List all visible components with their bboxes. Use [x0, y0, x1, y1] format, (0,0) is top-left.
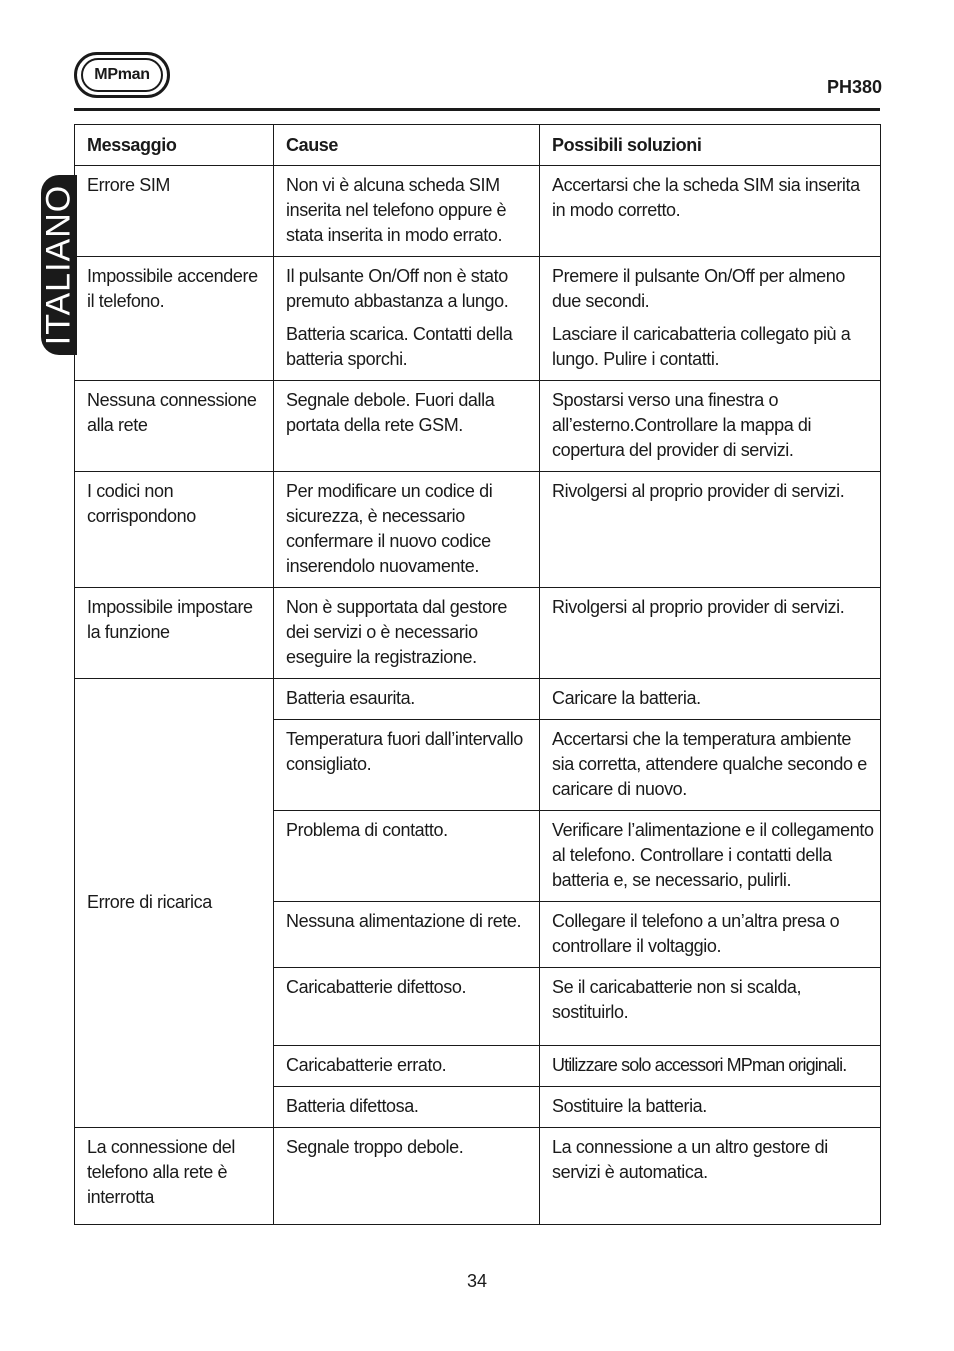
cause-cell: Batteria scarica. Contatti della batteria sporchi.: [274, 318, 540, 381]
solution-cell: Rivolgersi al proprio provider di servizi.: [540, 472, 881, 588]
message-cell: Errore di ricarica: [75, 679, 274, 1128]
table-row: [75, 381, 881, 472]
solution-cell: Collegare il telefono a un’altra presa o controllare il voltaggio.: [540, 902, 881, 968]
troubleshooting-table: [74, 124, 881, 1225]
cause-cell: Problema di contatto.: [274, 811, 540, 902]
solution-cell: Verificare l’alimentazione e il collegamento al telefono. Controllare i contatti della batteria e, se necessario, pulirli.: [540, 811, 881, 902]
solution-cell: Spostarsi verso una finestra o all’esterno.Controllare la mappa di copertura del provider di servizi.: [540, 381, 881, 472]
solution-cell: Accertarsi che la scheda SIM sia inserita in modo corretto.: [540, 166, 881, 257]
language-tab-label: ITALIANO: [39, 184, 78, 346]
table-row: [75, 166, 881, 257]
solution-cell: Premere il pulsante On/Off per almeno due secondi.: [540, 257, 881, 319]
message-cell: Impossibile impostare la funzione: [75, 588, 274, 679]
message-cell: La connessione del telefono alla rete è interrotta: [75, 1128, 274, 1225]
solution-cell: La connessione a un altro gestore di servizi è automatica.: [540, 1128, 881, 1225]
solution-cell: Utilizzare solo accessori MPman originali.: [540, 1046, 881, 1087]
cause-cell: Caricabatterie errato.: [274, 1046, 540, 1087]
solution-cell: Rivolgersi al proprio provider di servizi.: [540, 588, 881, 679]
cause-cell: Non vi è alcuna scheda SIM inserita nel telefono oppure è stata inserita in modo errato.: [274, 166, 540, 257]
header-divider: [74, 108, 880, 111]
solution-cell: Caricare la batteria.: [540, 679, 881, 720]
message-cell: Errore SIM: [75, 166, 274, 257]
table-header-row: [75, 125, 881, 166]
table-row: [75, 257, 881, 319]
solution-cell: Sostituire la batteria.: [540, 1087, 881, 1128]
table-row: [75, 679, 881, 720]
cause-cell: Nessuna alimentazione di rete.: [274, 902, 540, 968]
solution-cell: Lasciare il caricabatteria collegato più a lungo. Pulire i contatti.: [540, 318, 881, 381]
language-tab: [41, 175, 77, 355]
column-header-solution: Possibili soluzioni: [540, 125, 881, 166]
message-cell: Impossibile accendere il telefono.: [75, 257, 274, 381]
table-row: [75, 472, 881, 588]
solution-cell: Accertarsi che la temperatura ambiente sia corretta, attendere qualche secondo e caricare di nuovo.: [540, 720, 881, 811]
logo-inner-ring: [81, 58, 163, 92]
message-cell: I codici non corrispondono: [75, 472, 274, 588]
model-number: PH380: [826, 77, 882, 97]
cause-cell: Caricabatterie difettoso.: [274, 968, 540, 1046]
table-row: [75, 588, 881, 679]
mpman-logo: [74, 52, 170, 98]
table-row: [75, 1128, 881, 1225]
cause-cell: Segnale troppo debole.: [274, 1128, 540, 1225]
cause-cell: Batteria difettosa.: [274, 1087, 540, 1128]
column-header-message: Messaggio: [75, 125, 274, 166]
cause-cell: Il pulsante On/Off non è stato premuto abbastanza a lungo.: [274, 257, 540, 319]
cause-cell: Per modificare un codice di sicurezza, è necessario confermare il nuovo codice inserendolo nuovamente.: [274, 472, 540, 588]
logo-text: MPman: [94, 66, 150, 83]
message-cell: Nessuna connessione alla rete: [75, 381, 274, 472]
solution-cell: Se il caricabatterie non si scalda, sostituirlo.: [540, 968, 881, 1046]
cause-cell: Non è supportata dal gestore dei servizi o è necessario eseguire la registrazione.: [274, 588, 540, 679]
page-number: 34: [466, 1271, 488, 1291]
cause-cell: Temperatura fuori dall’intervallo consigliato.: [274, 720, 540, 811]
column-header-cause: Cause: [274, 125, 540, 166]
cause-cell: Segnale debole. Fuori dalla portata della rete GSM.: [274, 381, 540, 472]
cause-cell: Batteria esaurita.: [274, 679, 540, 720]
